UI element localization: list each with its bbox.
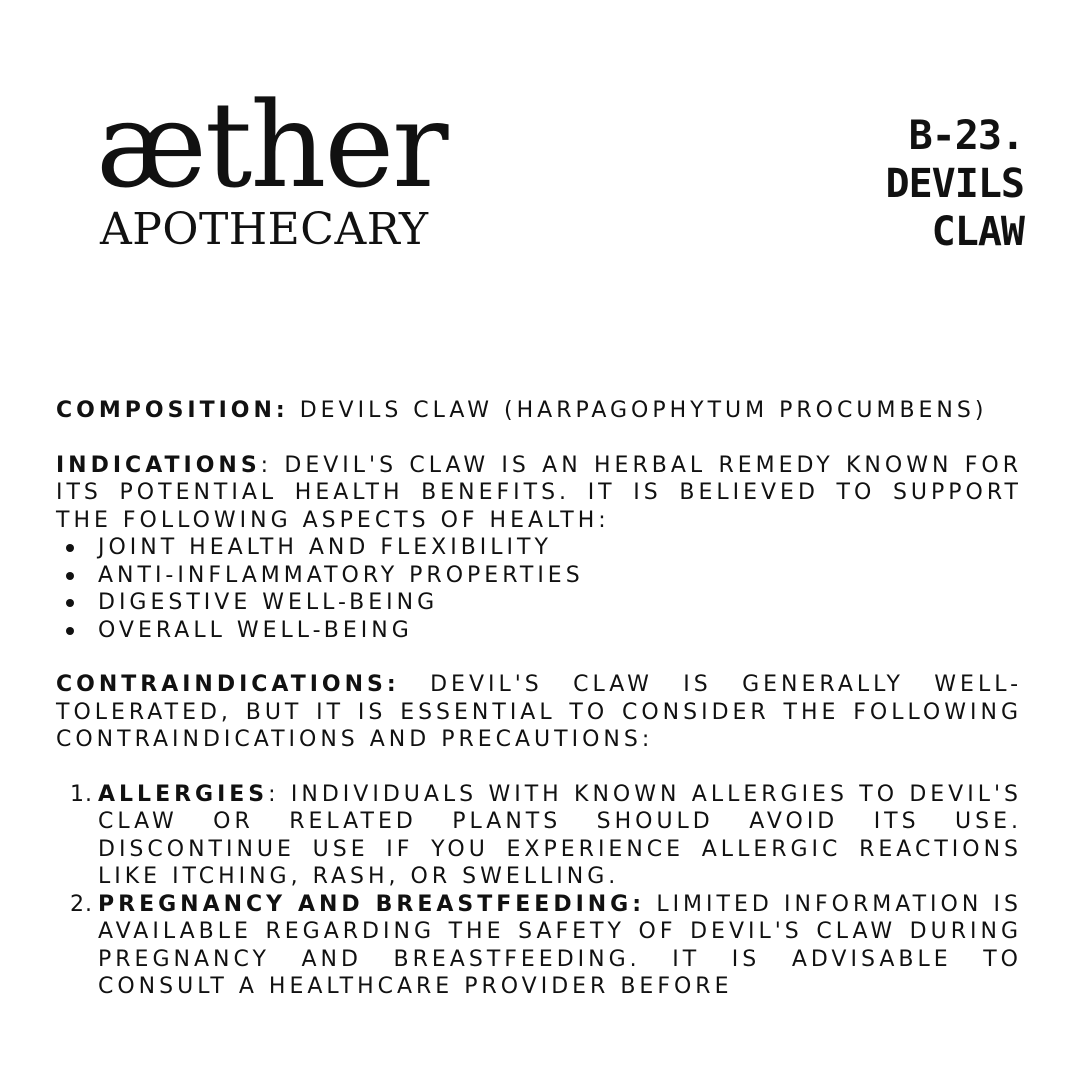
list-item [56, 781, 1022, 891]
brand-subtitle: APOTHECARY [100, 204, 429, 255]
item-text: LIMITED INFORMATION IS AVAILABLE REGARDING THE SAFETY OF DEVIL'S CLAW DURING PREGNANCY AND BREASTFEEDING. IT IS ADVISABLE TO CONSULT A HEALTHCARE PROVIDER BEFORE [98, 891, 1022, 999]
list-item [56, 891, 1022, 1001]
item-label: PREGNANCY AND BREASTFEEDING: [98, 891, 646, 917]
product-name-line2: CLAW [931, 209, 1024, 255]
contraindications-label: CONTRAINDICATIONS: [56, 672, 400, 697]
composition-text: DEVILS CLAW (HARPAGOPHYTUM PROCUMBENS) [299, 398, 988, 423]
list-item: OVERALL WELL-BEING [66, 617, 1022, 645]
contraindications-list [56, 781, 1022, 1001]
bullet-icon [66, 572, 74, 580]
list-item: ANTI-INFLAMMATORY PROPERTIES [66, 562, 1022, 590]
list-item: DIGESTIVE WELL-BEING [66, 589, 1022, 617]
composition-label: COMPOSITION: [56, 398, 289, 423]
contraindications-section [56, 671, 1022, 754]
bullet-icon [66, 599, 74, 607]
brand-logo [96, 76, 536, 255]
contraindications-text: DEVIL'S CLAW IS GENERALLY WELL-TOLERATED, BUT IT IS ESSENTIAL TO CONSIDER THE FOLLOWING CONTRAINDICATIONS AND PRECAUTIONS: [56, 672, 1023, 752]
indications-label: INDICATIONS [56, 452, 261, 478]
bullet-icon [66, 627, 74, 635]
indications-text: : DEVIL'S CLAW IS AN HERBAL REMEDY KNOWN FOR ITS POTENTIAL HEALTH BENEFITS. IT IS BELIEVED TO SUPPORT THE FOLLOWING ASPECTS OF HEALTH: [56, 452, 1022, 533]
brand-wordmark: æther [96, 76, 447, 214]
label-content [56, 397, 1022, 1001]
item-number: 2. [70, 891, 93, 917]
item-label: ALLERGIES [98, 781, 269, 807]
product-name-line1: DEVILS [885, 161, 1024, 207]
composition-section [56, 397, 1022, 425]
indications-section [56, 452, 1022, 535]
item-text: : INDIVIDUALS WITH KNOWN ALLERGIES TO DEVIL'S CLAW OR RELATED PLANTS SHOULD AVOID ITS USE. DISCONTINUE USE IF YOU EXPERIENCE ALLERGIC REACTIONS LIKE ITCHING, RASH, OR SWELLING. [98, 781, 1022, 889]
product-code-block [886, 112, 1025, 256]
indications-list [66, 534, 1022, 644]
item-number: 1. [70, 781, 93, 807]
list-item: JOINT HEALTH AND FLEXIBILITY [66, 534, 1022, 562]
bullet-icon [66, 544, 74, 552]
product-code: B-23. [908, 113, 1024, 159]
